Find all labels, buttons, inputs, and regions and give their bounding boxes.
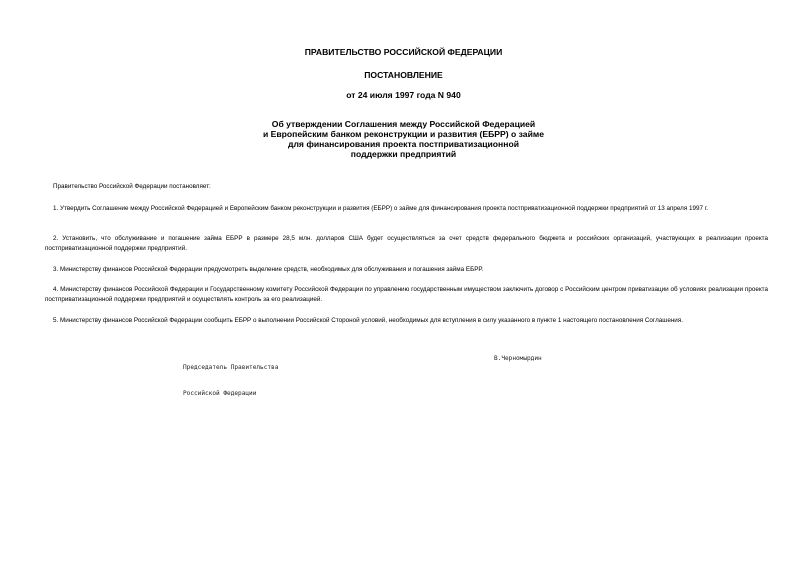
signatory-position-line: Председатель Правительства [183,364,279,371]
document-subject [0,119,807,159]
document-type-heading: ПОСТАНОВЛЕНИЕ [364,70,443,80]
subject-line: для финансирования проекта постприватизационной [288,139,519,149]
subject-line: и Европейским банком реконструкции и развития (ЕБРР) о займе [262,129,544,139]
clause-4-paragraph: 4. Министерству финансов Российской Федерации и Государственному комитету Российской Федерации по управлению государственным имуществом заключить договор с Российским центром приватизации об условиях реализации проекта постприватизационной поддержки предприятий и осуществлять контроль за его реализацией. [45,286,768,303]
subject-line: поддержки предприятий [350,149,457,159]
subject-line: Об утверждении Соглашения между Российской Федерацией [271,119,536,129]
signatory-name: В.Черномырдин [494,355,542,362]
clause-2-paragraph: 2. Установить, что обслуживание и погашение займа ЕБРР в размере 28,5 млн. долларов США будет осуществляться за счет средств федерального бюджета и российских организаций, участвующих в реализации проекта постприватизационной поддержки предприятий. [45,235,768,252]
signatory-position [183,347,278,415]
clause-1-paragraph: 1. Утвердить Соглашение между Российской Федерацией и Европейским банком реконструкции и развития (ЕБРР) о займе для финансирования проекта постприватизационной поддержки предприятий от 13 апреля 1997 г. [53,205,709,212]
preamble-paragraph: Правительство Российской Федерации постановляет: [53,183,211,190]
signatory-position-line: Российской Федерации [183,389,257,397]
date-number-heading: от 24 июля 1997 года N 940 [346,90,461,100]
government-heading: ПРАВИТЕЛЬСТВО РОССИЙСКОЙ ФЕДЕРАЦИИ [304,47,503,57]
clause-3-paragraph: 3. Министерству финансов Российской Федерации предусмотреть выделение средств, необходимых для обслуживания и погашения займа ЕБРР. [53,266,484,273]
clause-5-paragraph: 5. Министерству финансов Российской Федерации сообщить ЕБРР о выполнении Российской Стороной условий, необходимых для вступления в силу указанного в пункте 1 настоящего постановления Соглашения. [53,317,683,324]
